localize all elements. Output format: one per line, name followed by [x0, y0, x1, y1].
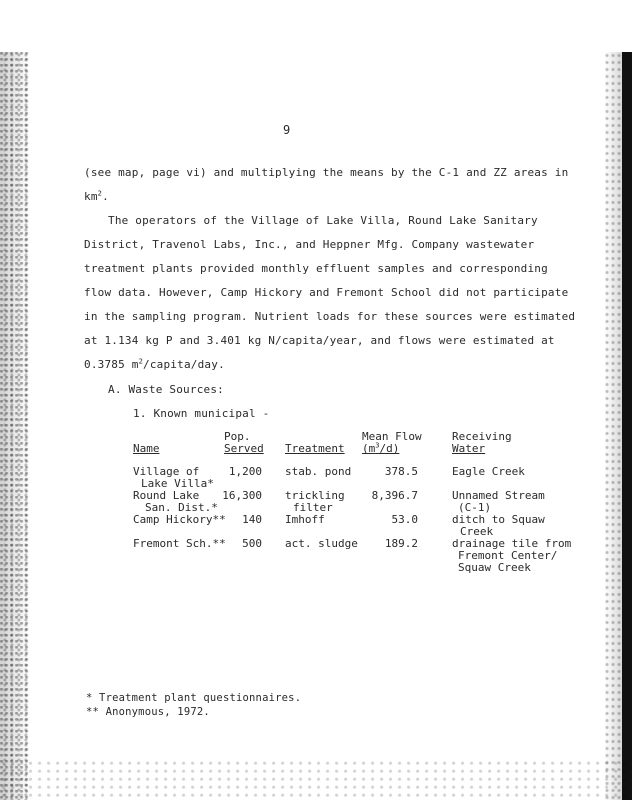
table-cell-water: Unnamed Stream (C-1): [452, 489, 545, 514]
table-cell-flow: 189.2: [384, 537, 418, 550]
paragraph2-line: at 1.134 kg P and 3.401 kg N/capita/year, and flows were estimated at: [84, 334, 555, 347]
paragraph1-line: $km^2$.: [84, 189, 109, 203]
header-mean-flow: Mean Flow $(m^3/d)$: [362, 430, 422, 455]
paragraph2-line: The operators of the Village of Lake Villa, Round Lake Sanitary: [108, 214, 538, 227]
page-number: 9: [283, 123, 291, 137]
table-cell-name: Village of Lake Villa*: [133, 465, 214, 490]
table-cell-flow: 8,396.7: [371, 489, 418, 502]
table-cell-name: Camp Hickory**: [133, 513, 226, 526]
superscript: 2: [138, 357, 144, 366]
paragraph2-line: District, Travenol Labs, Inc., and Heppner Mfg. Company wastewater: [84, 238, 535, 251]
paragraph1-line: (see map, page vi) and multiplying the means by the C-1 and ZZ areas in: [84, 166, 569, 179]
footnote: ** Anonymous, 1972.: [86, 706, 210, 718]
table-cell-flow: 378.5: [384, 465, 418, 478]
table-cell-pop: 16,300: [222, 489, 262, 502]
table-cell-name: Fremont Sch.**: [133, 537, 226, 550]
header-treatment: Treatment: [285, 442, 345, 455]
header-name: Name: [133, 442, 160, 455]
table-cell-pop: 1,200: [228, 465, 262, 478]
section-a-heading: A. Waste Sources:: [108, 383, 224, 396]
paragraph2-line: flow data. However, Camp Hickory and Fremont School did not participate: [84, 286, 569, 299]
header-receiving-water: Receiving Water: [452, 430, 512, 455]
table-cell-flow: 53.0: [391, 513, 418, 526]
table-cell-water: Eagle Creek: [452, 465, 525, 478]
section-1-heading: 1. Known municipal -: [133, 407, 270, 420]
table-cell-treatment: stab. pond: [285, 465, 352, 478]
paragraph2-line: 0.3785 $m^2/capita$/day.: [84, 357, 225, 371]
paragraph2-line: treatment plants provided monthly effluent samples and corresponding: [84, 262, 548, 275]
table-cell-water: ditch to Squaw Creek: [452, 513, 545, 538]
paragraph2-line: in the sampling program. Nutrient loads for these sources were estimated: [84, 310, 576, 323]
table-cell-treatment: act. sludge: [285, 537, 358, 550]
superscript: 3: [375, 441, 380, 450]
table-cell-water: drainage tile from Fremont Center/ Squaw Creek: [452, 537, 572, 574]
table-cell-pop: 140: [242, 513, 262, 526]
footnote: * Treatment plant questionnaires.: [86, 692, 302, 704]
table-cell-treatment: Imhoff: [285, 513, 325, 526]
table-cell-pop: 500: [242, 537, 262, 550]
table-cell-treatment: trickling filter: [285, 489, 345, 514]
table-cell-name: Round Lake San. Dist.*: [133, 489, 218, 514]
header-pop: Pop. Served: [224, 430, 264, 455]
superscript: 2: [97, 189, 103, 198]
